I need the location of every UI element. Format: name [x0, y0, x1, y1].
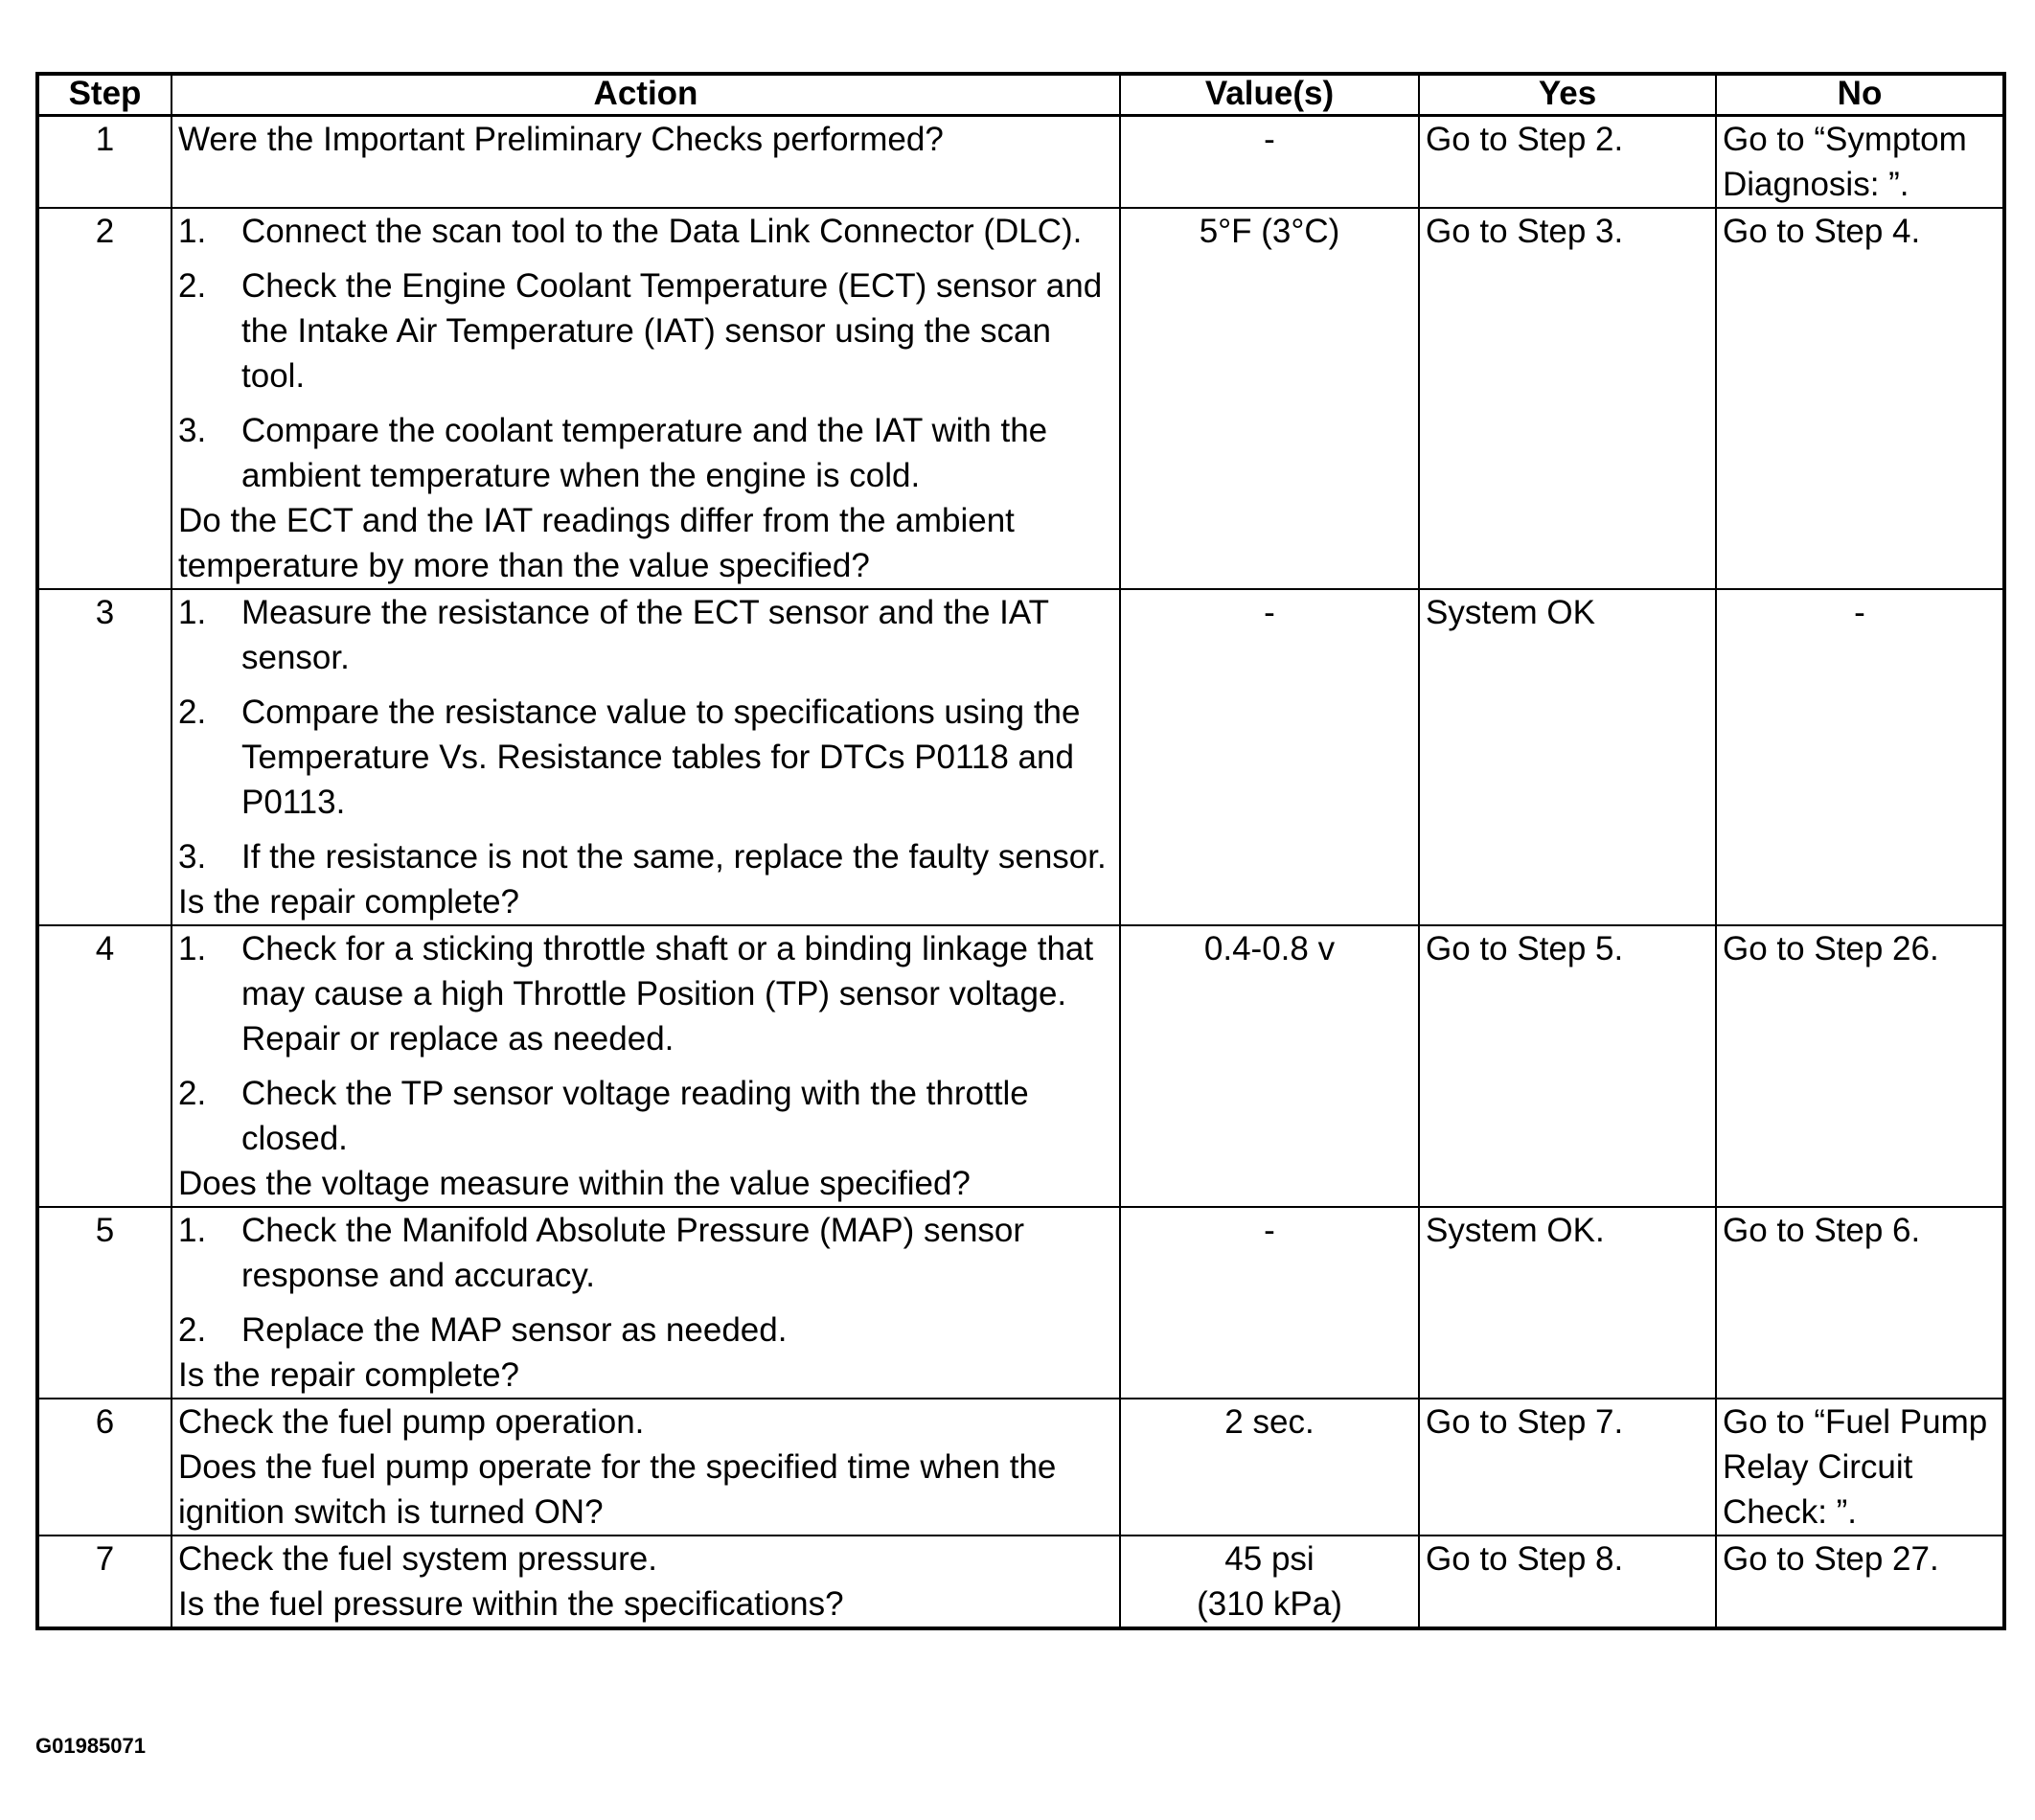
item-number: 2.	[178, 1311, 207, 1349]
item-number: 3.	[178, 838, 207, 876]
item-number: 2.	[178, 1075, 207, 1112]
table-row	[37, 1207, 2004, 1399]
item-number: 2.	[178, 694, 207, 731]
no-cell: Go to “Fuel Pump Relay Circuit Check: ”.	[1716, 1399, 2004, 1536]
value-cell: -	[1120, 116, 1419, 209]
action-text: Check the fuel pump operation.	[178, 1403, 645, 1441]
item-text: Replace the MAP sensor as needed.	[241, 1311, 788, 1349]
table-row	[37, 1536, 2004, 1628]
yes-cell: Go to Step 2.	[1419, 116, 1716, 209]
value-line: (310 kPa)	[1197, 1585, 1342, 1623]
action-question: Is the fuel pressure within the specifications?	[178, 1585, 844, 1623]
yes-cell: Go to Step 8.	[1419, 1536, 1716, 1628]
no-cell: Go to Step 27.	[1716, 1536, 2004, 1628]
figure-code: G01985071	[35, 1734, 146, 1758]
value-cell: 2 sec.	[1120, 1399, 1419, 1536]
action-question: Is the repair complete?	[178, 883, 520, 921]
action-item	[178, 263, 1113, 398]
action-cell	[171, 1536, 1120, 1628]
action-cell	[171, 589, 1120, 925]
item-text: Check the TP sensor voltage reading with the throttle closed.	[241, 1075, 1029, 1157]
action-cell	[171, 1207, 1120, 1399]
yes-cell: System OK	[1419, 589, 1716, 925]
no-cell: -	[1716, 589, 2004, 925]
no-cell: Go to “Symptom Diagnosis: ”.	[1716, 116, 2004, 209]
step-number: 4	[37, 925, 171, 1207]
action-cell	[171, 208, 1120, 589]
yes-cell: Go to Step 7.	[1419, 1399, 1716, 1536]
step-number: 7	[37, 1536, 171, 1628]
table-row	[37, 208, 2004, 589]
value-cell: -	[1120, 1207, 1419, 1399]
table-row	[37, 589, 2004, 925]
header-no: No	[1716, 74, 2004, 116]
action-text: Check the fuel system pressure.	[178, 1540, 657, 1578]
action-item	[178, 590, 1113, 680]
value-cell: 0.4-0.8 v	[1120, 925, 1419, 1207]
item-text: Connect the scan tool to the Data Link Connector (DLC).	[241, 213, 1083, 250]
diagnostic-table	[35, 72, 2006, 1630]
action-item	[178, 1308, 1113, 1353]
action-question: Does the fuel pump operate for the specified time when the ignition switch is turned ON?	[178, 1448, 1057, 1531]
item-number: 3.	[178, 412, 207, 449]
action-item	[178, 1208, 1113, 1298]
action-question: Does the voltage measure within the value specified?	[178, 1165, 971, 1202]
header-value: Value(s)	[1120, 74, 1419, 116]
item-number: 1.	[178, 1212, 207, 1249]
diagnostic-table-container	[35, 72, 2002, 1630]
item-text: Compare the resistance value to specifications using the Temperature Vs. Resistance tables for DTCs P0118 and P0113.	[241, 694, 1081, 821]
table-row	[37, 1399, 2004, 1536]
action-question: Do the ECT and the IAT readings differ from the ambient temperature by more than the value specified?	[178, 502, 1015, 584]
action-text: Were the Important Preliminary Checks performed?	[178, 121, 944, 158]
item-text: If the resistance is not the same, replace the faulty sensor.	[241, 838, 1107, 876]
item-number: 1.	[178, 594, 207, 631]
header-row	[37, 74, 2004, 116]
action-cell	[171, 925, 1120, 1207]
yes-cell: Go to Step 3.	[1419, 208, 1716, 589]
item-text: Measure the resistance of the ECT sensor and the IAT sensor.	[241, 594, 1049, 676]
value-cell: -	[1120, 589, 1419, 925]
item-text: Check the Manifold Absolute Pressure (MAP) sensor response and accuracy.	[241, 1212, 1025, 1294]
table-row	[37, 925, 2004, 1207]
action-item	[178, 209, 1113, 254]
step-number: 3	[37, 589, 171, 925]
step-number: 2	[37, 208, 171, 589]
step-number: 1	[37, 116, 171, 209]
yes-cell: Go to Step 5.	[1419, 925, 1716, 1207]
yes-cell: System OK.	[1419, 1207, 1716, 1399]
no-cell: Go to Step 6.	[1716, 1207, 2004, 1399]
action-item	[178, 926, 1113, 1061]
item-number: 1.	[178, 213, 207, 250]
action-cell	[171, 1399, 1120, 1536]
action-item	[178, 690, 1113, 825]
header-step: Step	[37, 74, 171, 116]
item-text: Check for a sticking throttle shaft or a binding linkage that may cause a high Throttle Position (TP) sensor voltage. Repair or replace as needed.	[241, 930, 1094, 1058]
value-cell: 5°F (3°C)	[1120, 208, 1419, 589]
item-text: Compare the coolant temperature and the IAT with the ambient temperature when the engine is cold.	[241, 412, 1048, 494]
step-number: 6	[37, 1399, 171, 1536]
no-cell: Go to Step 26.	[1716, 925, 2004, 1207]
action-cell	[171, 116, 1120, 209]
value-cell	[1120, 1536, 1419, 1628]
table-row	[37, 116, 2004, 209]
item-number: 2.	[178, 267, 207, 305]
no-cell: Go to Step 4.	[1716, 208, 2004, 589]
action-item	[178, 834, 1113, 879]
value-line: 45 psi	[1224, 1540, 1315, 1578]
item-number: 1.	[178, 930, 207, 967]
action-item	[178, 408, 1113, 498]
header-action: Action	[171, 74, 1120, 116]
header-yes: Yes	[1419, 74, 1716, 116]
action-question: Is the repair complete?	[178, 1356, 520, 1394]
item-text: Check the Engine Coolant Temperature (ECT) sensor and the Intake Air Temperature (IAT) sensor using the scan tool.	[241, 267, 1103, 395]
step-number: 5	[37, 1207, 171, 1399]
action-item	[178, 1071, 1113, 1161]
